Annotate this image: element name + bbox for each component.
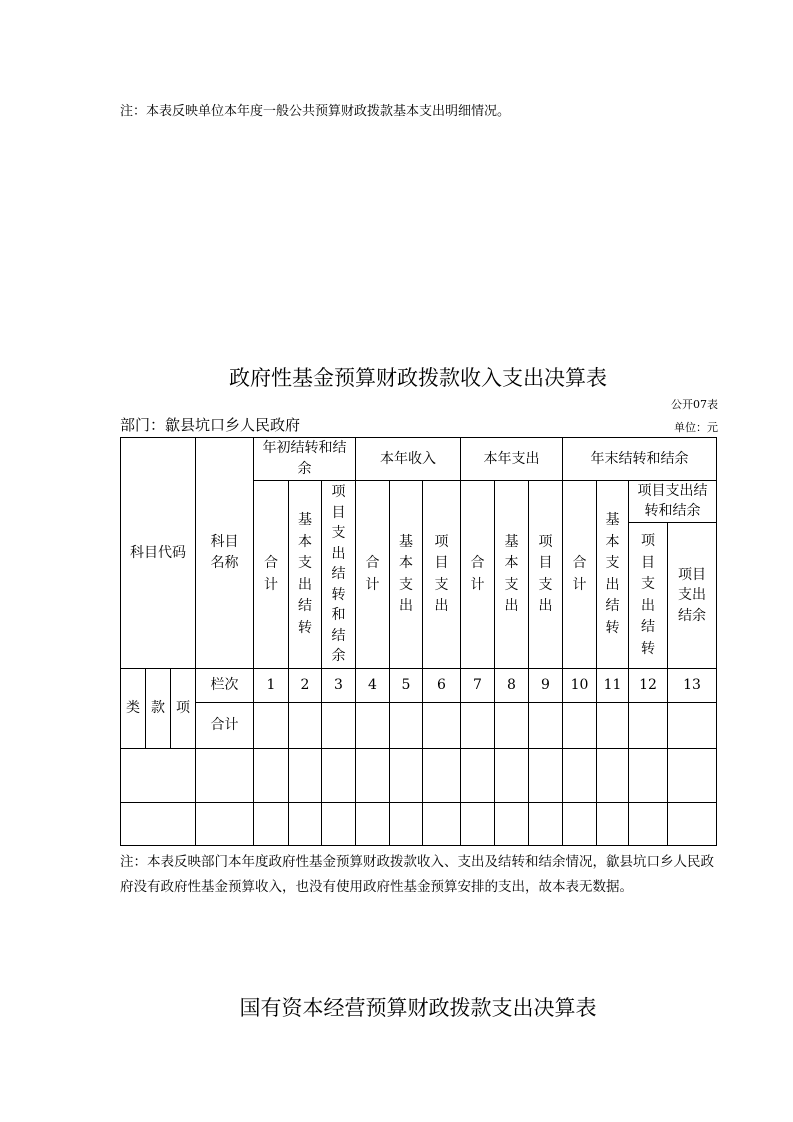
code-section: 款: [146, 669, 171, 749]
index-row: [121, 669, 717, 703]
header-closing-project-carryover-label: 项目支出结转: [640, 533, 655, 657]
header-row-1: [121, 438, 717, 481]
column-number: 1: [254, 669, 289, 703]
total-row-cell: [495, 703, 529, 749]
header-subject-name-label: 科目名称: [210, 534, 239, 571]
empty-cell: [461, 749, 495, 803]
header-closing-project-balance-label: 项目支出结余: [677, 566, 706, 624]
column-number: 2: [289, 669, 322, 703]
empty-cell: [121, 749, 196, 803]
blank-row: [121, 803, 717, 846]
total-row-cell: [529, 703, 563, 749]
table-note: 注：本表反映部门本年度政府性基金预算财政拨款收入、支出及结转和结余情况，歙县坑口乡人民政府没有政府性基金预算收入，也没有使用政府性基金预算安排的支出，故本表无数据。: [120, 854, 714, 895]
header-income-total-label: 合计: [365, 555, 380, 593]
total-row-cell: [322, 703, 356, 749]
header-closing-total-label: 合计: [572, 555, 587, 593]
gov-fund-budget-table: [120, 437, 717, 846]
total-row-cell: [461, 703, 495, 749]
header-expense-basic-label: 基本支出: [504, 533, 519, 614]
column-number: 4: [356, 669, 390, 703]
header-opening-balance-label: 年初结转和结余: [262, 440, 347, 477]
column-number: 6: [423, 669, 461, 703]
empty-cell: [629, 803, 668, 846]
header-subject-name: [196, 438, 254, 669]
column-number: 11: [597, 669, 629, 703]
form-code: 公开07表: [671, 398, 718, 411]
empty-cell: [597, 749, 629, 803]
empty-cell: [629, 749, 668, 803]
empty-cell: [390, 749, 423, 803]
empty-cell: [356, 749, 390, 803]
empty-cell: [563, 803, 597, 846]
department-label: 部门：歙县坑口乡人民政府: [120, 416, 301, 434]
empty-cell: [423, 749, 461, 803]
column-number: 12: [629, 669, 668, 703]
header-expense-project: [529, 481, 563, 669]
column-number: 9: [529, 669, 563, 703]
header-opening-basic-label: 基本支出结转: [297, 512, 312, 636]
header-income-project-label: 项目支出: [434, 533, 449, 614]
empty-cell: [254, 803, 289, 846]
empty-cell: [196, 749, 254, 803]
header-income-basic: [390, 481, 423, 669]
header-current-expense: 本年支出: [461, 438, 563, 481]
header-closing-project-group-label: 项目支出结转和结余: [637, 483, 708, 519]
header-opening-project-label: 项目支出结转和结余: [331, 484, 346, 664]
next-table-title: 国有资本经营预算财政拨款支出决算表: [239, 996, 597, 1020]
header-income-basic-label: 基本支出: [398, 533, 413, 614]
column-number: 13: [668, 669, 717, 703]
header-closing-total: [563, 481, 597, 669]
index-row-label: 栏次: [196, 669, 254, 703]
code-item: 项: [171, 669, 196, 749]
column-number: 3: [322, 669, 356, 703]
empty-cell: [495, 803, 529, 846]
unit-label: 单位：元: [674, 421, 718, 434]
header-opening-project: [322, 481, 356, 669]
header-subject-code: 科目代码: [121, 438, 196, 669]
header-closing-basic: [597, 481, 629, 669]
total-row-cell: [629, 703, 668, 749]
header-expense-project-label: 项目支出: [538, 533, 553, 614]
total-row-cell: [597, 703, 629, 749]
column-number: 7: [461, 669, 495, 703]
empty-cell: [529, 803, 563, 846]
empty-cell: [668, 803, 717, 846]
total-row: [121, 703, 717, 749]
empty-cell: [254, 749, 289, 803]
header-expense-total: [461, 481, 495, 669]
header-closing-project-group: [629, 481, 717, 523]
empty-cell: [390, 803, 423, 846]
header-closing-balance: 年末结转和结余: [563, 438, 717, 481]
total-row-cell: [356, 703, 390, 749]
empty-cell: [668, 749, 717, 803]
empty-cell: [196, 803, 254, 846]
header-income-total: [356, 481, 390, 669]
code-category: 类: [121, 669, 146, 749]
page-title: 政府性基金预算财政拨款收入支出决算表: [229, 366, 607, 390]
top-note: 注：本表反映单位本年度一般公共预算财政拨款基本支出明细情况。: [120, 104, 511, 119]
total-row-label: 合计: [196, 703, 254, 749]
column-number: 5: [390, 669, 423, 703]
header-expense-basic: [495, 481, 529, 669]
empty-cell: [322, 803, 356, 846]
empty-cell: [121, 803, 196, 846]
total-row-cell: [563, 703, 597, 749]
header-closing-project-carryover: [629, 523, 668, 669]
column-number: 8: [495, 669, 529, 703]
total-row-cell: [423, 703, 461, 749]
header-expense-total-label: 合计: [470, 555, 485, 593]
empty-cell: [356, 803, 390, 846]
empty-cell: [461, 803, 495, 846]
empty-cell: [289, 803, 322, 846]
empty-cell: [423, 803, 461, 846]
header-opening-balance: [254, 438, 356, 481]
empty-cell: [563, 749, 597, 803]
header-closing-project-balance: [668, 523, 717, 669]
blank-row: [121, 749, 717, 803]
total-row-cell: [390, 703, 423, 749]
header-income-project: [423, 481, 461, 669]
empty-cell: [322, 749, 356, 803]
column-number: 10: [563, 669, 597, 703]
empty-cell: [529, 749, 563, 803]
total-row-cell: [254, 703, 289, 749]
total-row-cell: [289, 703, 322, 749]
header-opening-basic: [289, 481, 322, 669]
total-row-cell: [668, 703, 717, 749]
header-opening-total-label: 合计: [263, 555, 278, 593]
empty-cell: [495, 749, 529, 803]
empty-cell: [289, 749, 322, 803]
empty-cell: [597, 803, 629, 846]
header-opening-total: [254, 481, 289, 669]
header-closing-basic-label: 基本支出结转: [605, 512, 620, 636]
header-current-income: 本年收入: [356, 438, 461, 481]
